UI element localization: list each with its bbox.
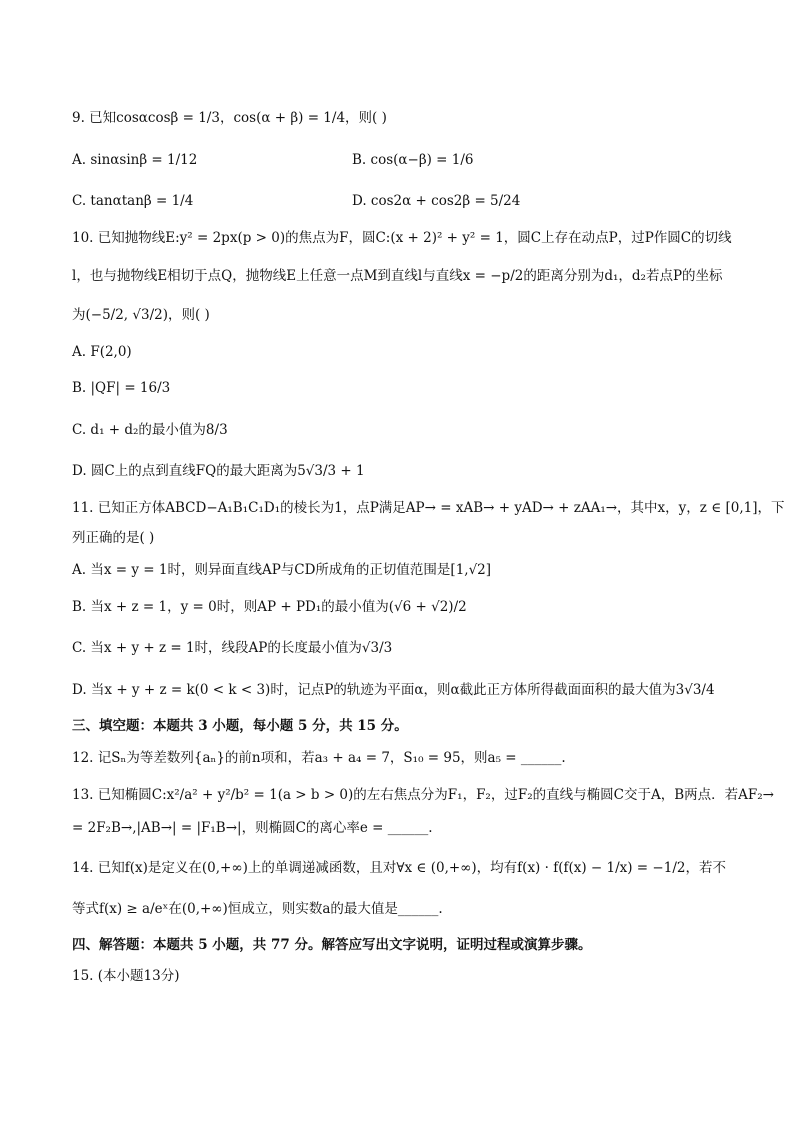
q10-stem-line1: 10. 已知抛物线E:y² = 2px(p > 0)的焦点为F，圆C:(x + 2)² + y² = 1，圆C上存在动点P，过P作圆C的切线 [72,230,732,246]
q9-option-c: C. tanαtanβ = 1/4 [72,193,194,209]
q11-option-c: C. 当x + y + z = 1时，线段AP的长度最小值为√3/3 [72,640,393,656]
q11-option-a: A. 当x = y = 1时，则异面直线AP与CD所成角的正切值范围是[1,√2] [72,562,492,578]
q10-stem-line2: l，也与抛物线E相切于点Q，抛物线E上任意一点M到直线l与直线x = −p/2的距离分别为d₁，d₂若点P的坐标 [72,268,723,284]
q9-option-b: B. cos(α−β) = 1/6 [352,152,474,168]
q11-option-b: B. 当x + z = 1，y = 0时，则AP + PD₁的最小值为(√6 + √2)/2 [72,599,467,615]
q11-stem-line2: 列正确的是( ) [72,530,155,546]
q10-option-d: D. 圆C上的点到直线FQ的最大距离为5√3/3 + 1 [72,463,365,479]
q11-option-d: D. 当x + y + z = k(0 < k < 3)时，记点P的轨迹为平面α，则α截此正方体所得截面面积的最大值为3√3/4 [72,682,715,698]
q13-line1: 13. 已知椭圆C:x²/a² + y²/b² = 1(a > b > 0)的左右焦点分为F₁，F₂，过F₂的直线与椭圆C交于A，B两点．若AF₂→ [72,787,774,803]
q14-line1: 14. 已知f(x)是定义在(0,+∞)上的单调递减函数，且对∀x ∈ (0,+∞)，均有f(x) · f(f(x) − 1/x) = −1/2，若不 [72,860,726,876]
q9-option-a: A. sinαsinβ = 1/12 [72,152,198,168]
q9-stem: 9. 已知cosαcosβ = 1/3，cos(α + β) = 1/4，则( ) [72,110,387,126]
q15-stem: 15. (本小题13分) [72,968,180,984]
q14-line2: 等式f(x) ≥ a/eˣ在(0,+∞)恒成立，则实数a的最大值是______. [72,901,443,917]
q10-option-b: B. |QF| = 16/3 [72,380,171,396]
q10-stem-line3: 为(−5/2, √3/2)，则( ) [72,307,210,323]
section-fill-in-heading: 三、填空题：本题共 3 小题，每小题 5 分，共 15 分。 [72,718,408,734]
q11-stem-line1: 11. 已知正方体ABCD−A₁B₁C₁D₁的棱长为1，点P满足AP→ = xAB→ + yAD→ + zAA₁→，其中x，y，z ∈ [0,1]，下 [72,500,785,516]
q12-stem: 12. 记Sₙ为等差数列{aₙ}的前n项和，若a₃ + a₄ = 7，S₁₀ = 95，则a₅ = ______. [72,750,566,766]
q10-option-c: C. d₁ + d₂的最小值为8/3 [72,422,228,438]
q10-option-a: A. F(2,0) [72,344,132,360]
section-solution-heading: 四、解答题：本题共 5 小题，共 77 分。解答应写出文字说明，证明过程或演算步骤。 [72,937,592,953]
q13-line2: = 2F₂B→,|AB→| = |F₁B→|，则椭圆C的离心率e = ______. [72,820,433,836]
q9-option-d: D. cos2α + cos2β = 5/24 [352,193,521,209]
